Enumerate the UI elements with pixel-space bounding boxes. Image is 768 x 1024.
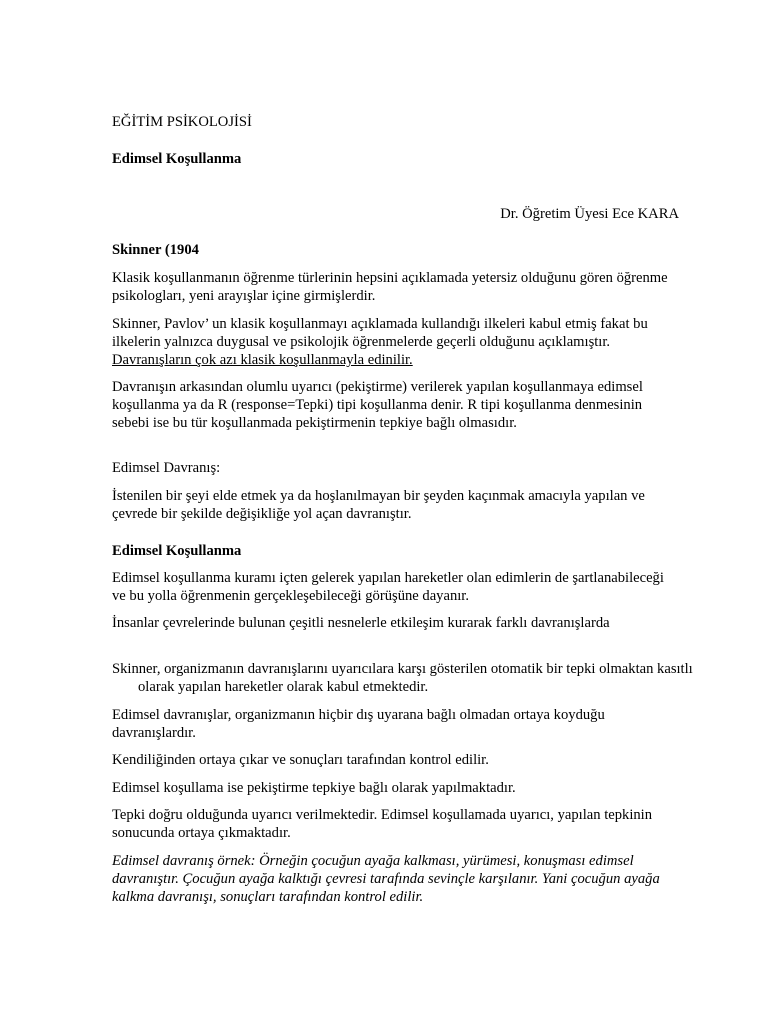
document-subtitle: Edimsel Koşullanma: [112, 151, 242, 167]
paragraph-classical-insufficient: Klasik koşullanmanın öğrenme türlerinin hepsini açıklamada yetersiz olduğunu gören öğrenme psikologları, yeni arayışlar içine girmişlerdir.: [112, 270, 668, 304]
paragraph-skinner-pavlov: [112, 315, 678, 369]
paragraph-reinforcement-dependent: Edimsel koşullama ise pekiştirme tepkiye bağlı olarak yapılmaktadır.: [112, 780, 516, 796]
paragraph-skinner-organism: Skinner, organizmanın davranışlarını uyarıcılara karşı gösterilen otomatik bir tepki olmaktan kasıtlı olarak yapılan hareketler olarak kabul etmektedir.: [112, 661, 693, 695]
paragraph-skinner-pavlov-text: Skinner, Pavlov’ un klasik koşullanmayı açıklamada kullandığı ilkeleri kabul etmiş fakat bu ilkelerin yalnızca duygusal ve psikolojik öğrenmelerde geçerli olduğunu açıklamıştır.: [112, 316, 648, 350]
document-heading: EĞİTİM PSİKOLOJİSİ: [112, 114, 252, 130]
paragraph-operant-behaviors: Edimsel davranışlar, organizmanın hiçbir dış uyarana bağlı olmadan ortaya koyduğu davranışlardır.: [112, 707, 605, 741]
underlined-statement: Davranışların çok azı klasik koşullanmayla edinilir.: [112, 352, 413, 368]
paragraph-people-interaction: İnsanlar çevrelerinde bulunan çeşitli nesnelerle etkileşim kurarak farklı davranışlarda: [112, 615, 610, 631]
section-heading-edimsel-kosullanma: Edimsel Koşullanma: [112, 543, 242, 559]
paragraph-spontaneous: Kendiliğinden ortaya çıkar ve sonuçları tarafından kontrol edilir.: [112, 752, 489, 768]
paragraph-operant-behavior-definition: İstenilen bir şeyi elde etmek ya da hoşlanılmayan bir şeyden kaçınmak amacıyla yapılan ve çevrede bir şekilde değişikliğe yol açan davranıştır.: [112, 488, 645, 522]
skinner-heading: Skinner (1904: [112, 242, 199, 258]
paragraph-example-italic: Edimsel davranış örnek: Örneğin çocuğun ayağa kalkması, yürümesi, konuşması edimsel davranıştır. Çocuğun ayağa kalktığı çevresi tarafında sevinçle karşılanır. Yani çocuğun ayağa kalkma davranışı, sonuçları tarafından kontrol edilir.: [112, 853, 660, 905]
paragraph-correct-response: Tepki doğru olduğunda uyarıcı verilmektedir. Edimsel koşullamada uyarıcı, yapılan tepkinin sonucunda ortaya çıkmaktadır.: [112, 807, 653, 841]
edimsel-davranis-label: Edimsel Davranış:: [112, 460, 221, 476]
author-line: Dr. Öğretim Üyesi Ece KARA: [500, 206, 679, 222]
paragraph-r-type-definition: Davranışın arkasından olumlu uyarıcı (pekiştirme) verilerek yapılan koşullanmaya edimsel koşullanma ya da R (response=Tepki) tipi koşullanma denir. R tipi koşullanma denmesinin sebebi ise bu tür koşullanmada pekiştirmenin tepkiye bağlı olmasıdır.: [112, 379, 643, 431]
paragraph-theory-basis: Edimsel koşullanma kuramı içten gelerek yapılan hareketler olan edimlerin de şartlanabileceği ve bu yolla öğrenmenin gerçekleşebileceği görüşüne dayanır.: [112, 570, 664, 604]
